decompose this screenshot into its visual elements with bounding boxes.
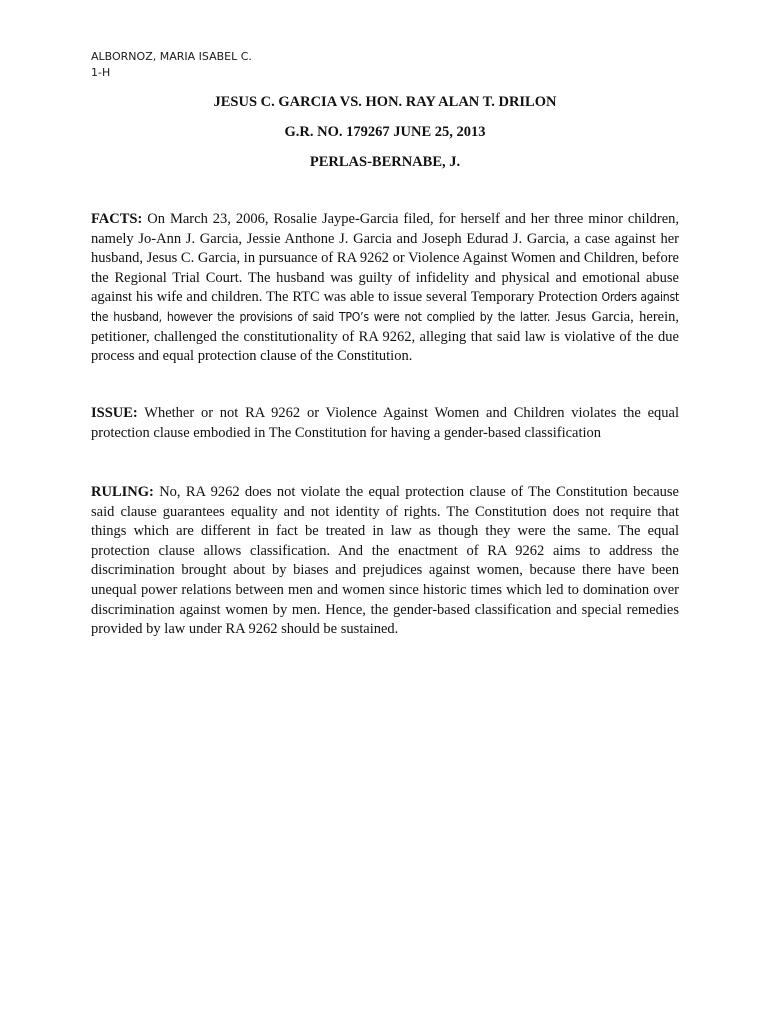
facts-text-part3: Jesus Garcia, herein, petitioner, challenged the constitutionality of RA 9262, alleging that said law is violative of the due process and equal protection clause of the Constitution. (91, 308, 680, 365)
case-heading (91, 92, 679, 182)
issue-section (91, 404, 679, 443)
facts-text-part1: On March 23, 2006, Rosalie Jaype-Garcia filed, for herself and her three minor children, namely Jo-Ann J. Garcia, Jessie Anthone J. Garcia and Joseph Edurad J. Garcia, a case against her husband, Jesus C. Garcia, in pursuance of RA 9262 or Violence Against Women and Children, before the Regional Trial Court. The husband was guilty of infidelity and physical and emotional abuse against his wife and children. The RTC was able to issue several Temporary Protection (91, 211, 679, 306)
case-gr-number: G.R. NO. 179267 JUNE 25, 2013 (284, 124, 486, 140)
issue-label: ISSUE: (91, 405, 138, 421)
ruling-text: No, RA 9262 does not violate the equal protection clause of The Constitution because said clause guarantees equality and not identity of rights. The Constitution does not require that things which are different in fact be treated in law as though they were the same. The equal protection clause allows classification. And the enactment of RA 9262 aims to address the discrimination brought about by biases and prejudices against women, because there have been unequal power relations between men and women since historic times which led to domination over discrimination against women by men. Hence, the gender-based classification and special remedies provided by law under RA 9262 should be sustained. (91, 484, 679, 638)
case-ponente: PERLAS-BERNABE, J. (309, 154, 461, 170)
ruling-section (91, 483, 679, 640)
ruling-label: RULING: (91, 484, 154, 500)
author-block (91, 49, 252, 81)
case-title: JESUS C. GARCIA VS. HON. RAY ALAN T. DRILON (213, 94, 557, 110)
facts-section (91, 210, 679, 367)
facts-label: FACTS: (91, 211, 143, 227)
author-name: ALBORNOZ, MARIA ISABEL C. (91, 50, 252, 63)
author-section: 1-H (91, 66, 111, 79)
facts-text-part2: Orders against the husband, however the provisions of said TPO’s were not complied by the latter. (91, 290, 680, 324)
issue-text: Whether or not RA 9262 or Violence Against Women and Children violates the equal protection clause embodied in The Constitution for having a gender-based classification (91, 405, 679, 441)
